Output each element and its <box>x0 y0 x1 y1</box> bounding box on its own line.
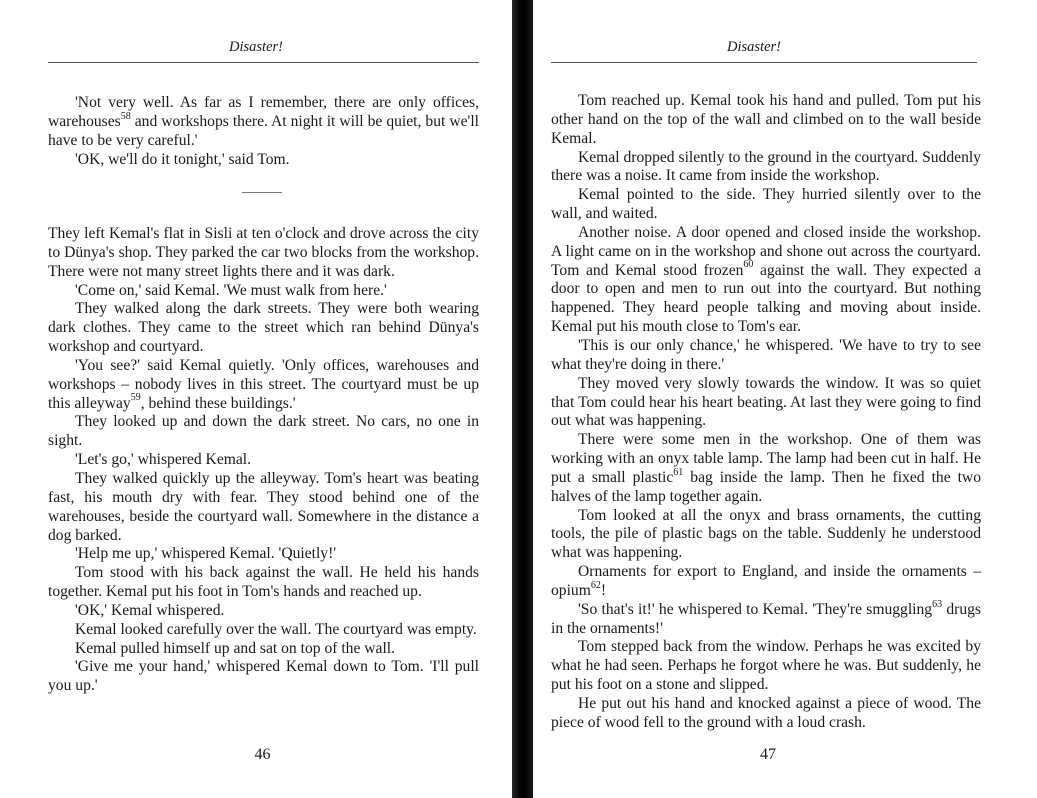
running-head-left: Disaster! <box>229 39 283 55</box>
paragraph: 'Give me your hand,' whispered Kemal down to Tom. 'I'll pull you up.' <box>48 658 479 695</box>
footnote-ref: 60 <box>743 259 754 271</box>
paragraph: Ornaments for export to England, and inside the ornaments – opium$^{62}$! <box>551 563 981 599</box>
paragraph: There were some men in the workshop. One of them was working with an onyx table lamp. The lamp had been cut in half. He put a small plastic$^{61}$ bag inside the lamp. Then he fixed the two halves of the lamp together again. <box>551 431 981 505</box>
page-number-right: 47 <box>760 746 776 763</box>
footnote-ref: 62 <box>590 579 601 591</box>
paragraph: Kemal pointed to the side. They hurried silently over to the wall, and waited. <box>551 186 981 223</box>
footnote-ref: 59 <box>130 392 141 404</box>
paragraph: Tom stepped back from the window. Perhaps he was excited by what he had seen. Perhaps he forgot where he was. But suddenly, he put his foot on a stone and slipped. <box>551 638 981 694</box>
header-rule-right <box>551 62 977 63</box>
running-head-right: Disaster! <box>727 39 781 55</box>
header-rule-left <box>48 62 479 63</box>
body-text-right <box>551 92 981 733</box>
paragraph: 'Come on,' said Kemal. 'We must walk from here.' <box>75 281 387 299</box>
body-text-left-top <box>48 94 479 169</box>
paragraph: They left Kemal's flat in Sisli at ten o'clock and drove across the city to Dünya's shop. They parked the car two blocks from the workshop. There were not many street lights there and it was dark. <box>48 225 479 280</box>
paragraph: Tom reached up. Kemal took his hand and pulled. Tom put his other hand on the top of the wall and climbed on to the wall beside Kemal. <box>551 92 981 147</box>
paragraph: 'Not very well. As far as I remember, there are only offices, warehouses$^{58}$ and workshops there. At night it will be quiet, but we'll have to be very careful.' <box>48 94 479 149</box>
paragraph: They walked quickly up the alleyway. Tom's heart was beating fast, his mouth dry with fear. They stood behind one of the warehouses, beside the courtyard wall. Somewhere in the distance a dog barked. <box>48 469 479 544</box>
page-number-left: 46 <box>254 746 271 763</box>
section-separator <box>242 192 282 193</box>
paragraph: Another noise. A door opened and closed inside the workshop. A light came on in the workshop and shone out across the courtyard. Tom and Kemal stood frozen$^{60}$ against the wall. They expected a door to open and men to run out into the courtyard. But nothing happened. They heard people talking and moving about inside. Kemal put his mouth close to Tom's ear. <box>551 223 981 336</box>
paragraph: They moved very slowly towards the window. It was so quiet that Tom could hear his heart beating. At last they were going to find out what was happening. <box>551 374 981 430</box>
footnote-ref: 63 <box>932 598 943 610</box>
footnote-ref: 61 <box>673 466 684 478</box>
body-text-left-main <box>48 225 479 696</box>
paragraph: Tom looked at all the onyx and brass ornaments, the cutting tools, the pile of plastic bags on the table. Suddenly he understood what was happening. <box>551 506 981 562</box>
paragraph: 'Let's go,' whispered Kemal. <box>75 451 252 469</box>
left-page <box>0 0 512 798</box>
footnote-ref: 58 <box>120 110 131 122</box>
paragraph: They walked along the dark streets. They were both wearing dark clothes. They came to the street which ran behind Dünya's workshop and courtyard. <box>48 300 479 356</box>
paragraph: 'OK,' Kemal whispered. <box>75 601 225 619</box>
paragraph: 'Help me up,' whispered Kemal. 'Quietly!' <box>75 545 337 563</box>
paragraph: Kemal dropped silently to the ground in the courtyard. Suddenly there was a noise. It came from inside the workshop. <box>551 148 981 185</box>
paragraph: 'This is our only chance,' he whispered. 'We have to try to see what they're doing in there.' <box>551 336 981 373</box>
paragraph: 'OK, we'll do it tonight,' said Tom. <box>75 150 290 168</box>
paragraph: Kemal looked carefully over the wall. The courtyard was empty. <box>75 620 477 638</box>
paragraph: Tom stood with his back against the wall. He held his hands together. Kemal put his foot in Tom's hands and reached up. <box>48 564 479 601</box>
paragraph: Kemal pulled himself up and sat on top of the wall. <box>75 639 396 657</box>
paragraph: They looked up and down the dark street. No cars, no one in sight. <box>48 413 479 450</box>
paragraph: 'So that's it!' he whispered to Kemal. 'They're smuggling$^{63}$ drugs in the ornaments!' <box>551 598 981 637</box>
paragraph: 'You see?' said Kemal quietly. 'Only offices, warehouses and workshops – nobody lives in this street. The courtyard must be up this alleyway$^{59}$, behind these buildings.' <box>48 356 479 412</box>
right-page <box>533 0 1037 798</box>
paragraph: He put out his hand and knocked against a piece of wood. The piece of wood fell to the ground with a loud crash. <box>551 695 981 731</box>
